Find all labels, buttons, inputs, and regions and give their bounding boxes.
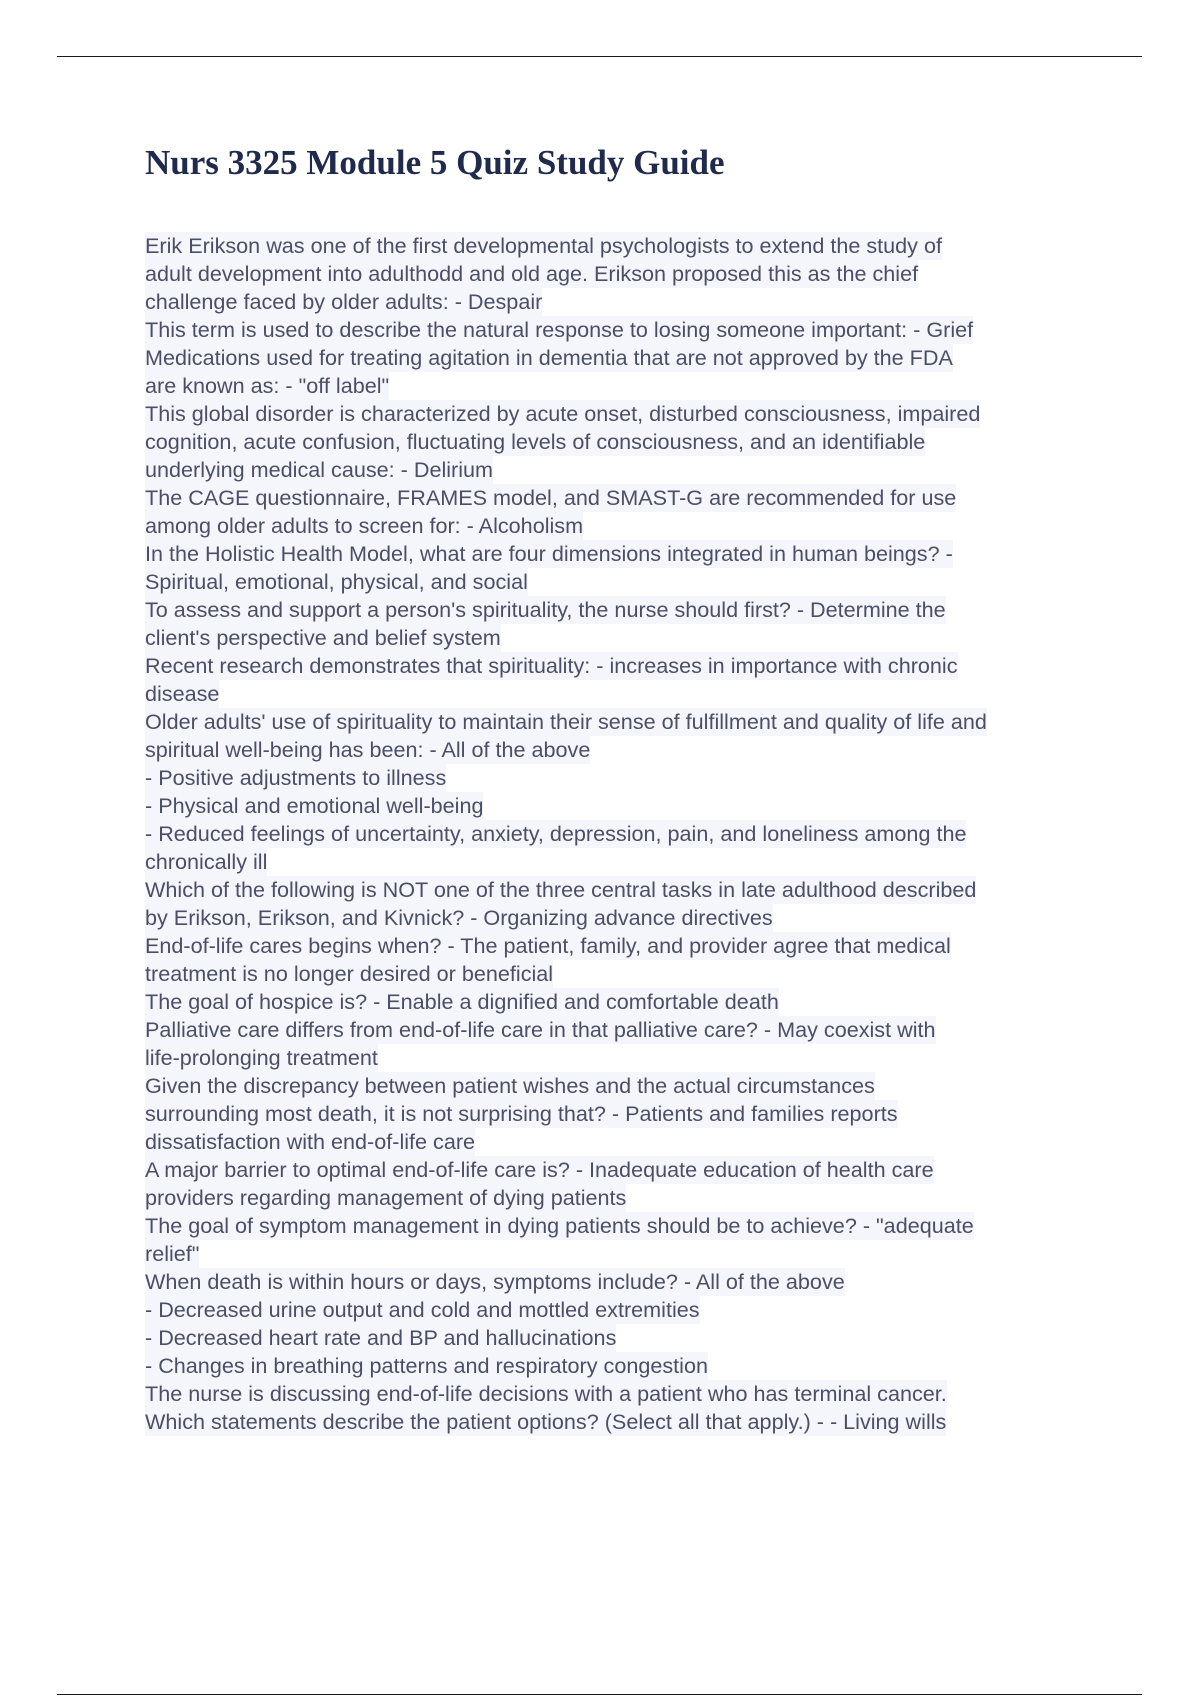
text-line: among older adults to screen for: - Alcoholism xyxy=(145,513,584,538)
text-line: Which of the following is NOT one of the three central tasks in late adulthood described xyxy=(145,877,977,902)
text-line: Palliative care differs from end-of-life care in that palliative care? - May coexist with xyxy=(145,1017,936,1042)
text-line: adult development into adulthodd and old age. Erikson proposed this as the chief xyxy=(145,261,919,286)
text-line: client's perspective and belief system xyxy=(145,625,501,650)
text-line: The goal of hospice is? - Enable a dignified and comfortable death xyxy=(145,989,779,1014)
text-line: treatment is no longer desired or beneficial xyxy=(145,961,554,986)
top-rule xyxy=(57,56,1142,57)
text-line: are known as: - "off label" xyxy=(145,373,390,398)
bottom-rule xyxy=(57,1694,1142,1695)
study-guide-body xyxy=(145,232,1090,1436)
text-line: - Positive adjustments to illness xyxy=(145,765,447,790)
text-line: Spiritual, emotional, physical, and social xyxy=(145,569,528,594)
text-line: When death is within hours or days, symptoms include? - All of the above xyxy=(145,1269,845,1294)
text-line: The nurse is discussing end-of-life decisions with a patient who has terminal cancer. xyxy=(145,1381,947,1406)
text-line: Given the discrepancy between patient wishes and the actual circumstances xyxy=(145,1073,875,1098)
text-line: End-of-life cares begins when? - The patient, family, and provider agree that medical xyxy=(145,933,951,958)
text-line: The goal of symptom management in dying patients should be to achieve? - "adequate xyxy=(145,1213,974,1238)
text-line: cognition, acute confusion, fluctuating levels of consciousness, and an identifiable xyxy=(145,429,926,454)
text-line: In the Holistic Health Model, what are four dimensions integrated in human beings? - xyxy=(145,541,953,566)
text-line: Recent research demonstrates that spirituality: - increases in importance with chronic xyxy=(145,653,958,678)
text-line: The CAGE questionnaire, FRAMES model, and SMAST-G are recommended for use xyxy=(145,485,957,510)
text-line: - Decreased urine output and cold and mottled extremities xyxy=(145,1297,700,1322)
text-line: To assess and support a person's spirituality, the nurse should first? - Determine the xyxy=(145,597,946,622)
text-line: This global disorder is characterized by acute onset, disturbed consciousness, impaired xyxy=(145,401,981,426)
text-line: disease xyxy=(145,681,220,706)
text-line: Older adults' use of spirituality to maintain their sense of fulfillment and quality of life and xyxy=(145,709,987,734)
text-line: - Changes in breathing patterns and respiratory congestion xyxy=(145,1353,708,1378)
text-line: life-prolonging treatment xyxy=(145,1045,378,1070)
text-line: surrounding most death, it is not surprising that? - Patients and families reports xyxy=(145,1101,898,1126)
text-line: challenge faced by older adults: - Despair xyxy=(145,289,543,314)
text-line: - Physical and emotional well-being xyxy=(145,793,484,818)
text-line: underlying medical cause: - Delirium xyxy=(145,457,494,482)
text-line: spiritual well-being has been: - All of the above xyxy=(145,737,591,762)
text-line: Which statements describe the patient options? (Select all that apply.) - - Living wills xyxy=(145,1409,947,1434)
text-line: Erik Erikson was one of the first developmental psychologists to extend the study of xyxy=(145,233,942,258)
text-line: by Erikson, Erikson, and Kivnick? - Organizing advance directives xyxy=(145,905,773,930)
text-line: Medications used for treating agitation in dementia that are not approved by the FDA xyxy=(145,345,953,370)
text-line: chronically ill xyxy=(145,849,268,874)
text-line: dissatisfaction with end-of-life care xyxy=(145,1129,476,1154)
text-line: This term is used to describe the natural response to losing someone important: - Grief xyxy=(145,317,974,342)
text-line: providers regarding management of dying patients xyxy=(145,1185,627,1210)
text-line: A major barrier to optimal end-of-life care is? - Inadequate education of health care xyxy=(145,1157,934,1182)
page-title: Nurs 3325 Module 5 Quiz Study Guide xyxy=(145,143,725,182)
text-line: - Reduced feelings of uncertainty, anxiety, depression, pain, and loneliness among the xyxy=(145,821,967,846)
text-line: - Decreased heart rate and BP and hallucinations xyxy=(145,1325,617,1350)
text-line: relief" xyxy=(145,1241,200,1266)
